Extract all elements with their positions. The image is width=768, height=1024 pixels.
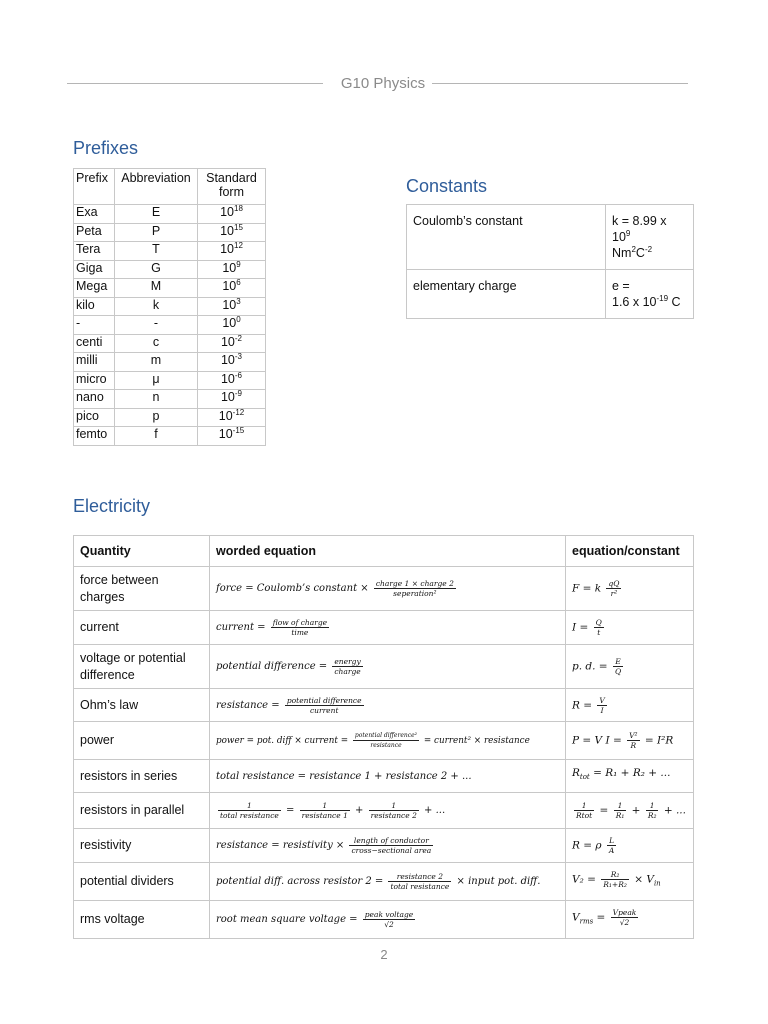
- numerator: length of conductor: [349, 836, 433, 846]
- table-row: [74, 390, 266, 409]
- denominator: r²: [610, 589, 618, 598]
- prefix-standard-form: [198, 427, 266, 446]
- prefix-standard-form: [198, 223, 266, 242]
- exponent: 2: [631, 245, 636, 254]
- table-row: [74, 611, 694, 645]
- table-row: [74, 205, 266, 224]
- prefix-name: micro: [74, 371, 115, 390]
- numerator: 1: [614, 801, 627, 811]
- fraction: [627, 731, 639, 750]
- fraction: [271, 618, 329, 637]
- equation-cell: [566, 829, 694, 863]
- column-header: Standard form: [198, 169, 266, 205]
- equation-text: current =: [216, 622, 266, 633]
- header-rule-right: [432, 83, 688, 84]
- numerator: 1: [218, 801, 281, 811]
- table-row: [74, 427, 266, 446]
- fraction: [285, 696, 364, 715]
- quantity-cell: resistors in parallel: [74, 793, 210, 829]
- fraction: [353, 731, 419, 750]
- equation-cell: [566, 567, 694, 611]
- denominator: resistance: [370, 742, 402, 749]
- table-row: [74, 901, 694, 939]
- prefix-standard-form: [198, 205, 266, 224]
- equation-text: resistance =: [216, 699, 280, 711]
- fraction: [613, 657, 623, 676]
- fraction: [611, 908, 639, 927]
- exponent: 12: [234, 241, 243, 250]
- constants-title: Constants: [406, 176, 488, 196]
- numerator: V: [599, 695, 605, 705]
- denominator: √2: [619, 918, 630, 928]
- exponent: 9: [625, 229, 631, 238]
- fraction: [607, 836, 616, 855]
- constant-name: Coulomb’s constant: [407, 205, 606, 270]
- prefix-name: nano: [74, 390, 115, 409]
- worded-equation: [210, 567, 566, 611]
- table-row: [74, 408, 266, 427]
- equation-cell: [566, 645, 694, 689]
- worded-equation: [210, 901, 566, 939]
- prefix-standard-form: [198, 242, 266, 261]
- electricity-title: Electricity: [73, 496, 151, 516]
- fraction: [363, 910, 416, 929]
- table-row: [74, 353, 266, 372]
- table-header-row: [74, 536, 694, 567]
- prefix-standard-form: [198, 408, 266, 427]
- denominator: total resistance: [220, 811, 279, 820]
- numerator: resistance 2: [388, 872, 451, 882]
- unit-text: C: [635, 246, 645, 260]
- exponent: -15: [232, 426, 245, 435]
- base: 10: [218, 427, 233, 441]
- base: 10: [220, 334, 235, 349]
- equation-cell: [566, 689, 694, 722]
- base: 10: [222, 279, 237, 293]
- equation-text: p. d. =: [572, 660, 608, 673]
- table-row: [74, 567, 694, 611]
- equation-text: = current² × resistance: [423, 736, 530, 746]
- base: 10: [218, 408, 233, 423]
- denominator: R: [630, 741, 637, 750]
- fraction: [349, 836, 433, 855]
- prefix-abbreviation: μ: [115, 371, 198, 390]
- equation-text: P = V I =: [572, 734, 622, 747]
- quantity-cell: resistors in series: [74, 760, 210, 793]
- equation-text: resistance = resistivity ×: [216, 840, 345, 851]
- equation-text: × input pot. diff.: [456, 876, 541, 887]
- prefix-name: Exa: [74, 205, 115, 224]
- exponent: -9: [234, 389, 243, 398]
- equation-cell: [566, 901, 694, 939]
- equation-cell: [566, 611, 694, 645]
- column-header: equation/constant: [566, 536, 694, 567]
- prefix-name: -: [74, 316, 115, 335]
- exponent: 18: [234, 204, 243, 213]
- exponent: -3: [234, 352, 243, 361]
- quantity-cell: Ohm’s law: [74, 689, 210, 722]
- denominator: cross−sectional area: [351, 846, 432, 855]
- quantity-cell: voltage or potential difference: [74, 645, 210, 689]
- equation-text: × V: [634, 873, 654, 886]
- page-number: 2: [380, 947, 388, 962]
- fraction: [388, 872, 451, 891]
- equation-text: + ...: [424, 805, 446, 816]
- equation-cell: [566, 760, 694, 793]
- fraction: [574, 801, 594, 820]
- base: 10: [220, 371, 235, 386]
- prefix-abbreviation: G: [115, 260, 198, 279]
- prefix-standard-form: [198, 390, 266, 409]
- constant-value: [606, 270, 694, 319]
- denominator: current: [309, 705, 339, 715]
- equation-text: potential diff. across resistor 2 =: [216, 876, 384, 887]
- table-row: [74, 689, 694, 722]
- base: 10: [220, 205, 234, 219]
- denominator: t: [597, 628, 601, 637]
- fraction: [646, 801, 659, 820]
- base: 10: [222, 260, 237, 275]
- worded-equation: total resistance = resistance 1 + resistance 2 + ...: [210, 760, 566, 793]
- column-header: Quantity: [74, 536, 210, 567]
- table-row: [74, 297, 266, 316]
- numerator: potential difference: [286, 695, 362, 705]
- table-row: [74, 760, 694, 793]
- numerator: R₂: [601, 870, 629, 880]
- numerator: peak voltage: [364, 910, 414, 919]
- prefix-abbreviation: T: [115, 242, 198, 261]
- denominator: A: [608, 846, 615, 855]
- exponent: 6: [236, 278, 241, 287]
- equation-text: = R₁ + R₂ + ...: [593, 767, 671, 780]
- equation-text: R: [572, 767, 580, 780]
- column-header: worded equation: [210, 536, 566, 567]
- prefix-name: kilo: [74, 297, 115, 316]
- table-row: [407, 270, 694, 319]
- denominator: R₁: [615, 811, 625, 820]
- table-row: [74, 645, 694, 689]
- table-row: [74, 223, 266, 242]
- fraction: [369, 801, 419, 820]
- numerator: 1: [369, 801, 419, 811]
- prefixes-table: [73, 168, 266, 446]
- base: 10: [220, 390, 235, 404]
- worded-equation: [210, 722, 566, 760]
- numerator: E: [613, 657, 623, 667]
- exponent: 15: [234, 222, 243, 232]
- table-row: [74, 279, 266, 298]
- exponent: 9: [236, 259, 241, 269]
- prefix-standard-form: [198, 260, 266, 279]
- worded-equation: [210, 689, 566, 722]
- numerator: V²: [629, 731, 638, 740]
- base: 10: [222, 297, 237, 312]
- prefix-standard-form: [198, 316, 266, 335]
- prefix-abbreviation: c: [115, 334, 198, 353]
- denominator: √2: [384, 920, 394, 929]
- exponent: -2: [644, 245, 653, 254]
- denominator: seperation²: [393, 589, 437, 598]
- equation-cell: $\frac{1}{\text{Rtot}}$ = $\frac{1}{\text{R₁}}$ + $\frac{1}{\text{R₂}}$ + ...: [566, 793, 694, 829]
- equation-text: root mean square voltage =: [216, 914, 358, 925]
- table-row: [74, 242, 266, 261]
- prefix-standard-form: [198, 297, 266, 316]
- equation-text: F = k: [572, 582, 602, 595]
- equation-text: I =: [572, 621, 589, 634]
- numerator: Q: [595, 618, 602, 627]
- numerator: L: [607, 836, 616, 846]
- exponent: 3: [236, 296, 241, 306]
- equation-cell: [566, 863, 694, 901]
- subscript: tot: [579, 773, 590, 782]
- table-row: [74, 829, 694, 863]
- prefix-standard-form: [198, 353, 266, 372]
- prefix-name: Tera: [74, 242, 115, 261]
- denominator: R₁+R₂: [603, 880, 627, 890]
- header-title: G10 Physics: [340, 75, 426, 92]
- quantity-cell: resistivity: [74, 829, 210, 863]
- denominator: charge: [334, 667, 361, 676]
- column-header: Abbreviation: [115, 169, 198, 205]
- numerator: 1: [300, 801, 350, 811]
- prefix-standard-form: [198, 334, 266, 353]
- worded-equation: [210, 829, 566, 863]
- base: 10: [222, 316, 237, 330]
- prefix-name: Mega: [74, 279, 115, 298]
- fraction: [332, 657, 362, 676]
- prefix-abbreviation: m: [115, 353, 198, 372]
- prefix-abbreviation: E: [115, 205, 198, 224]
- numerator: flow of charge: [272, 618, 328, 627]
- numerator: 1: [574, 801, 594, 811]
- unit-text: Nm: [612, 246, 632, 260]
- table-row: [74, 260, 266, 279]
- exponent: -19: [656, 294, 669, 303]
- electricity-table: [73, 535, 694, 939]
- prefix-abbreviation: M: [115, 279, 198, 298]
- quantity-cell: power: [74, 722, 210, 760]
- worded-equation: [210, 611, 566, 645]
- prefix-abbreviation: k: [115, 297, 198, 316]
- numerator: potential difference²: [354, 732, 418, 739]
- equation-cell: [566, 722, 694, 760]
- denominator: resistance 2: [370, 811, 417, 820]
- fraction: [597, 696, 606, 715]
- denominator: total resistance: [390, 882, 450, 891]
- column-header: Prefix: [74, 169, 115, 205]
- exponent: -12: [232, 407, 245, 417]
- prefix-standard-form: [198, 279, 266, 298]
- equation-text: =: [596, 911, 606, 924]
- equation-text: potential difference =: [216, 661, 328, 672]
- equation-text: force = Coulomb’s constant ×: [216, 583, 369, 594]
- equation-text: = I²R: [644, 734, 674, 747]
- prefix-abbreviation: P: [115, 223, 198, 242]
- worded-equation: $\frac{1}{\text{total resistance}}$ = $\frac{1}{\text{resistance 1}}$ + $\frac{1}{\text{resistance 2}}$ + ...: [210, 793, 566, 829]
- fraction: [594, 618, 604, 637]
- exponent: -2: [234, 333, 243, 343]
- prefix-name: Giga: [74, 260, 115, 279]
- table-row: [407, 205, 694, 270]
- numerator: 1: [646, 801, 659, 811]
- base: 10: [220, 242, 234, 256]
- numerator: Vpeak: [612, 908, 637, 918]
- prefix-abbreviation: n: [115, 390, 198, 409]
- base: 10: [220, 223, 234, 238]
- prefix-name: centi: [74, 334, 115, 353]
- denominator: Q: [614, 667, 622, 676]
- equation-text: R =: [572, 699, 593, 711]
- prefix-abbreviation: -: [115, 316, 198, 335]
- numerator: energy: [334, 657, 361, 666]
- quantity-cell: force between charges: [74, 567, 210, 611]
- exponent: -6: [234, 370, 243, 380]
- denominator: I: [600, 705, 604, 715]
- quantity-cell: current: [74, 611, 210, 645]
- table-row: [74, 316, 266, 335]
- fraction: [218, 801, 281, 820]
- fraction: [300, 801, 350, 820]
- prefix-name: Peta: [74, 223, 115, 242]
- table-row: [74, 722, 694, 760]
- quantity-cell: potential dividers: [74, 863, 210, 901]
- prefix-name: pico: [74, 408, 115, 427]
- fraction: [606, 579, 621, 598]
- fraction: [601, 870, 629, 889]
- constant-value: [606, 205, 694, 270]
- numerator: qQ: [608, 579, 620, 588]
- fraction: [374, 579, 456, 598]
- table-row: [74, 371, 266, 390]
- constant-name: elementary charge: [407, 270, 606, 319]
- denominator: R₂: [647, 811, 657, 820]
- table-row: [74, 793, 694, 829]
- equation-text: R = ρ: [572, 839, 602, 852]
- prefixes-title: Prefixes: [73, 138, 139, 158]
- equation-text: V₂ =: [572, 873, 596, 886]
- prefix-name: milli: [74, 353, 115, 372]
- denominator: Rtot: [576, 811, 593, 820]
- value-text: e =: [612, 279, 630, 293]
- subscript: rms: [579, 917, 594, 926]
- prefix-abbreviation: p: [115, 408, 198, 427]
- equation-text: power = pot. diff × current =: [216, 736, 349, 746]
- unit-text: C: [668, 295, 681, 309]
- equation-text: + ...: [663, 804, 686, 817]
- fraction: [614, 801, 627, 820]
- prefix-abbreviation: f: [115, 427, 198, 446]
- table-row: [74, 863, 694, 901]
- subscript: in: [653, 879, 661, 888]
- prefix-name: femto: [74, 427, 115, 446]
- exponent: 0: [236, 315, 241, 324]
- quantity-cell: rms voltage: [74, 901, 210, 939]
- numerator: charge 1 × charge 2: [375, 579, 454, 588]
- header-rule-left: [67, 83, 323, 84]
- prefix-standard-form: [198, 371, 266, 390]
- equation-text: V: [572, 911, 580, 924]
- table-row: [74, 334, 266, 353]
- base: 10: [220, 353, 235, 367]
- worded-equation: [210, 645, 566, 689]
- value-text: k = 8.99 x 10: [612, 214, 667, 244]
- value-text: 1.6 x 10: [612, 295, 657, 309]
- worded-equation: [210, 863, 566, 901]
- denominator: time: [291, 628, 309, 637]
- constants-table: [406, 204, 694, 319]
- table-header-row: [74, 169, 266, 205]
- denominator: resistance 1: [301, 811, 348, 820]
